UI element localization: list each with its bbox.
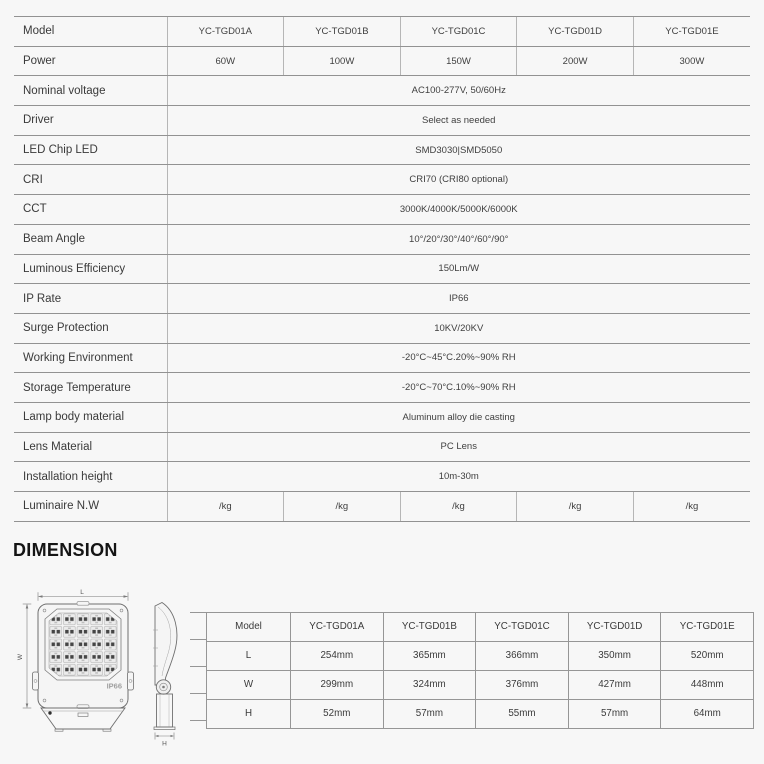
floodlight-front-view-drawing <box>17 589 134 731</box>
spec-value: Select as needed <box>167 106 750 136</box>
table-row <box>14 343 750 373</box>
dimension-arrow-height <box>155 733 174 740</box>
spec-label: CCT <box>14 195 167 225</box>
spec-label: Lamp body material <box>14 402 167 432</box>
dim-value: 365mm <box>383 641 476 670</box>
spec-value: AC100-277V, 50/60Hz <box>167 76 750 106</box>
height-dimension-label: H <box>162 740 167 748</box>
table-row <box>14 17 750 47</box>
table-row <box>14 373 750 403</box>
table-row <box>14 165 750 195</box>
dimension-table <box>206 612 754 729</box>
spec-value: YC-TGD01B <box>284 17 401 47</box>
dim-value: 299mm <box>291 670 384 699</box>
width-dimension-label: W <box>17 653 24 661</box>
table-row <box>207 670 754 699</box>
table-row <box>14 195 750 225</box>
spec-value: YC-TGD01A <box>167 17 284 47</box>
spec-label: LED Chip LED <box>14 135 167 165</box>
spec-value: YC-TGD01C <box>400 17 517 47</box>
dim-header-cell: YC-TGD01D <box>568 613 661 642</box>
table-row <box>14 46 750 76</box>
dimension-heading: DIMENSION <box>13 540 118 560</box>
dim-value: 520mm <box>661 641 754 670</box>
floodlight-side-view-drawing <box>153 603 177 748</box>
spec-value: 10°/20°/30°/40°/60°/90° <box>167 224 750 254</box>
spec-label: CRI <box>14 165 167 195</box>
spec-value: YC-TGD01D <box>517 17 634 47</box>
table-row <box>14 135 750 165</box>
spec-value: 10m-30m <box>167 462 750 492</box>
dimension-arrow-width <box>23 604 31 708</box>
table-row <box>14 224 750 254</box>
dim-header-cell: Model <box>207 613 291 642</box>
spec-value: 3000K/4000K/5000K/6000K <box>167 195 750 225</box>
dim-value: 324mm <box>383 670 476 699</box>
spec-value: CRI70 (CRI80 optional) <box>167 165 750 195</box>
spec-label: Installation height <box>14 462 167 492</box>
dim-value: 64mm <box>661 699 754 728</box>
spec-value: -20°C~70°C.10%~90% RH <box>167 373 750 403</box>
spec-value: /kg <box>167 492 284 522</box>
spec-value: 100W <box>284 46 401 76</box>
table-row <box>14 254 750 284</box>
dim-header-cell: YC-TGD01B <box>383 613 476 642</box>
table-row <box>14 492 750 522</box>
spec-value: SMD3030|SMD5050 <box>167 135 750 165</box>
dim-row-label: L <box>207 641 291 670</box>
dim-value: 448mm <box>661 670 754 699</box>
side-profile <box>155 603 177 686</box>
spec-value: 60W <box>167 46 284 76</box>
dim-row-label: H <box>207 699 291 728</box>
table-row <box>207 613 754 642</box>
spec-label: Working Environment <box>14 343 167 373</box>
spec-label: Surge Protection <box>14 313 167 343</box>
spec-label: Luminaire N.W <box>14 492 167 522</box>
spec-value: 10KV/20KV <box>167 313 750 343</box>
table-row <box>14 76 750 106</box>
table-row <box>207 641 754 670</box>
length-dimension-label: L <box>80 589 84 596</box>
spec-value: IP66 <box>167 284 750 314</box>
table-row <box>207 699 754 728</box>
dim-value: 366mm <box>476 641 569 670</box>
dim-header-cell: YC-TGD01C <box>476 613 569 642</box>
dim-value: 376mm <box>476 670 569 699</box>
table-row <box>14 402 750 432</box>
spec-value: 300W <box>633 46 750 76</box>
spec-value: /kg <box>400 492 517 522</box>
mounting-bracket <box>41 708 125 731</box>
dim-value: 57mm <box>568 699 661 728</box>
spec-value: -20°C~45°C.20%~90% RH <box>167 343 750 373</box>
table-row <box>14 284 750 314</box>
dim-header-cell: YC-TGD01E <box>661 613 754 642</box>
ip-rating-label: IP66 <box>106 681 122 691</box>
spec-value: /kg <box>284 492 401 522</box>
pivot-knob <box>156 680 170 694</box>
spec-label: Luminous Efficiency <box>14 254 167 284</box>
dim-value: 254mm <box>291 641 384 670</box>
dim-value: 350mm <box>568 641 661 670</box>
spec-label: Nominal voltage <box>14 76 167 106</box>
spec-value: YC-TGD01E <box>633 17 750 47</box>
dim-value: 55mm <box>476 699 569 728</box>
spec-label: Storage Temperature <box>14 373 167 403</box>
spec-value: 150Lm/W <box>167 254 750 284</box>
spec-value: /kg <box>633 492 750 522</box>
table-row <box>14 106 750 136</box>
spec-value: /kg <box>517 492 634 522</box>
spec-label: IP Rate <box>14 284 167 314</box>
spec-value: 150W <box>400 46 517 76</box>
spec-value: 200W <box>517 46 634 76</box>
dim-header-cell: YC-TGD01A <box>291 613 384 642</box>
side-bracket <box>154 694 175 730</box>
spec-value: Aluminum alloy die casting <box>167 402 750 432</box>
floodlight-dimension-drawing <box>14 586 206 758</box>
dim-value: 52mm <box>291 699 384 728</box>
table-row <box>14 462 750 492</box>
table-row <box>14 432 750 462</box>
led-array <box>45 609 121 680</box>
dim-row-label: W <box>207 670 291 699</box>
dim-value: 427mm <box>568 670 661 699</box>
specification-table <box>14 16 750 522</box>
dim-value: 57mm <box>383 699 476 728</box>
spec-label: Beam Angle <box>14 224 167 254</box>
spec-label: Model <box>14 17 167 47</box>
spec-label: Driver <box>14 106 167 136</box>
spec-label: Lens Material <box>14 432 167 462</box>
spec-value: PC Lens <box>167 432 750 462</box>
table-row <box>14 313 750 343</box>
spec-label: Power <box>14 46 167 76</box>
